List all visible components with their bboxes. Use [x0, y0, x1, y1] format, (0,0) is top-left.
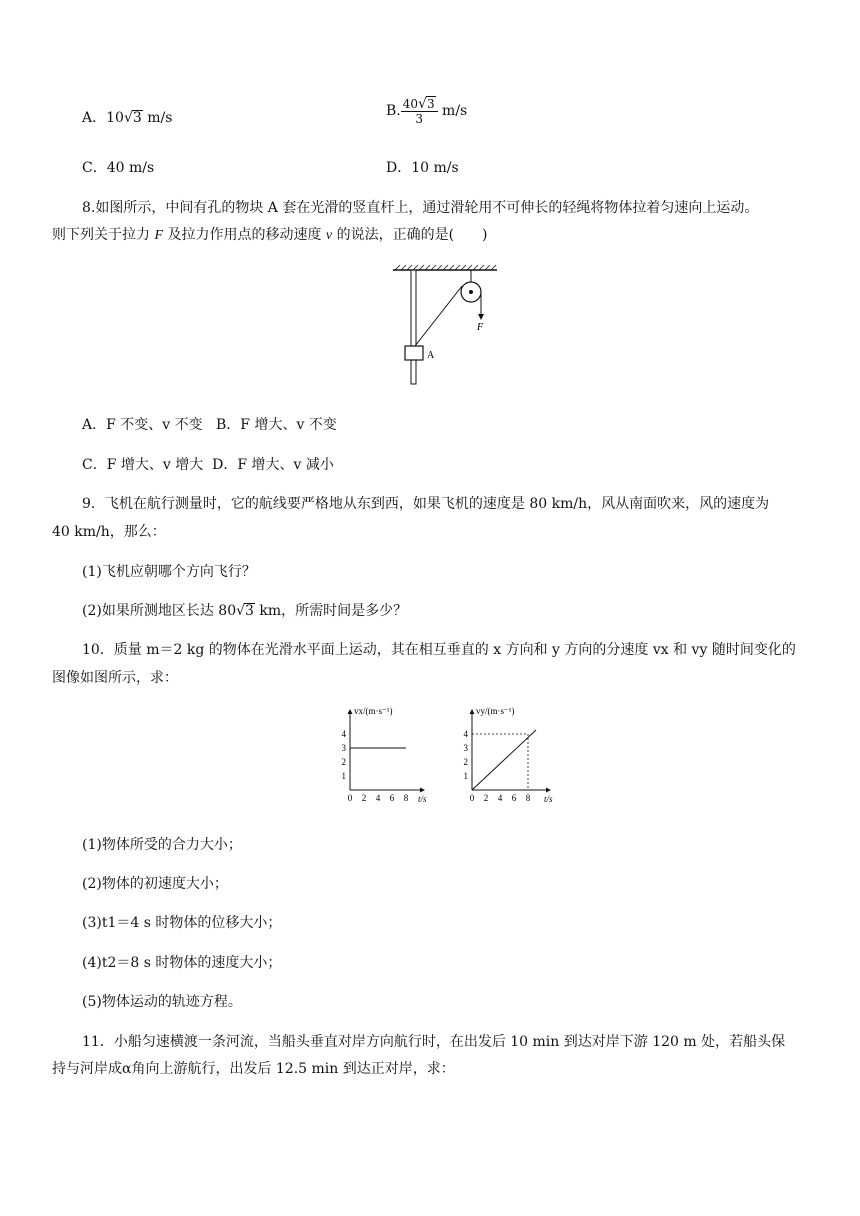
q9-stem-line2: 40 km/h，那么：: [52, 524, 166, 540]
vy-x-axis-arrow: [546, 788, 551, 793]
vy-y-tick-label: 2: [463, 757, 468, 767]
q8-stem-line1: 8.如图所示，中间有孔的物块 A 套在光滑的竖直杆上，通过滑轮用不可伸长的轻绳将物体拉着匀速向上运动。: [82, 200, 759, 216]
q7-option-a: A．10√3 m/s: [82, 110, 173, 126]
vx-x-tick-label: 0: [347, 793, 353, 803]
vy-x-tick-label: 8: [525, 793, 531, 803]
vx-x-tick-label: 4: [375, 793, 381, 803]
vy-x-tick-label: 4: [497, 793, 503, 803]
svg-text:A: A: [427, 350, 435, 361]
q7-option-b: B. $\frac{40√3}{3}$ m/s: [386, 96, 468, 126]
q7-option-d: D．10 m/s: [386, 160, 459, 176]
vy-y-axis-arrow: [470, 709, 475, 714]
vx-x-axis-label: t/s: [418, 794, 427, 804]
vy-chart: [454, 702, 564, 806]
vx-x-tick-label: 2: [361, 793, 367, 803]
vy-x-tick-label: 0: [469, 793, 475, 803]
vx-y-axis-arrow: [348, 709, 353, 714]
q10-stem-line2: 图像如图所示，求：: [52, 670, 178, 686]
vy-x-tick-label: 6: [511, 793, 517, 803]
vy-y-axis-label: vy/(m·s⁻¹): [476, 706, 515, 716]
vx-y-tick-label: 4: [341, 729, 346, 739]
vy-y-tick-label: 1: [463, 771, 468, 781]
q7-option-c: C．40 m/s: [82, 160, 155, 176]
vx-y-axis-label: vx/(m·s⁻¹): [354, 706, 393, 716]
q10-sub2: (2)物体的初速度大小；: [82, 876, 228, 892]
q8-stem-line2: 则下列关于拉力 F 及拉力作用点的移动速度 v 的说法，正确的是( ): [52, 227, 488, 243]
vx-chart: [336, 702, 436, 806]
vy-series-line: [472, 730, 536, 790]
q9-sub2: (2)如果所测地区长达 80√3 km，所需时间是多少？: [82, 603, 408, 619]
q10-sub4: (4)t2＝8 s 时物体的速度大小；: [82, 955, 282, 971]
vy-y-tick-label: 3: [463, 743, 468, 753]
vx-x-axis-arrow: [420, 788, 425, 793]
q9-stem-line1: 9．飞机在航行测量时，它的航线要严格地从东到西，如果飞机的速度是 80 km/h，风从南面吹来，风的速度为: [82, 496, 770, 512]
vx-x-tick-label: 6: [389, 793, 395, 803]
q10-sub5: (5)物体运动的轨迹方程。: [82, 994, 242, 1010]
q9-sub1: (1)飞机应朝哪个方向飞行？: [82, 564, 256, 580]
vx-y-tick-label: 2: [341, 757, 346, 767]
q11-stem-line1: 11．小船匀速横渡一条河流，当船头垂直对岸方向航行时，在出发后 10 min 到达对岸下游 120 m 处，若船头保: [82, 1034, 786, 1050]
vx-y-tick-label: 3: [341, 743, 346, 753]
svg-text:F: F: [477, 322, 484, 333]
q10-sub1: (1)物体所受的合力大小；: [82, 837, 242, 853]
q10-sub3: (3)t1＝4 s 时物体的位移大小；: [82, 915, 282, 931]
vy-x-tick-label: 2: [483, 793, 489, 803]
q11-stem-line2: 持与河岸成α角向上游航行，出发后 12.5 min 到达正对岸，求：: [52, 1061, 455, 1077]
vy-x-axis-label: t/s: [544, 794, 553, 804]
q8-options-row2: C．F 增大、v 增大 D．F 增大、v 减小: [82, 457, 334, 473]
pulley-rod-diagram: [385, 262, 505, 392]
q10-stem-line1: 10．质量 m＝2 kg 的物体在光滑水平面上运动，其在相互垂直的 x 方向和 y 方向的分速度 vx 和 vy 随时间变化的: [82, 642, 796, 658]
vx-x-tick-label: 8: [403, 793, 409, 803]
q8-options-row1: A．F 不变、v 不变 B．F 增大、v 不变: [82, 417, 337, 433]
vy-y-tick-label: 4: [463, 729, 468, 739]
vx-y-tick-label: 1: [341, 771, 346, 781]
